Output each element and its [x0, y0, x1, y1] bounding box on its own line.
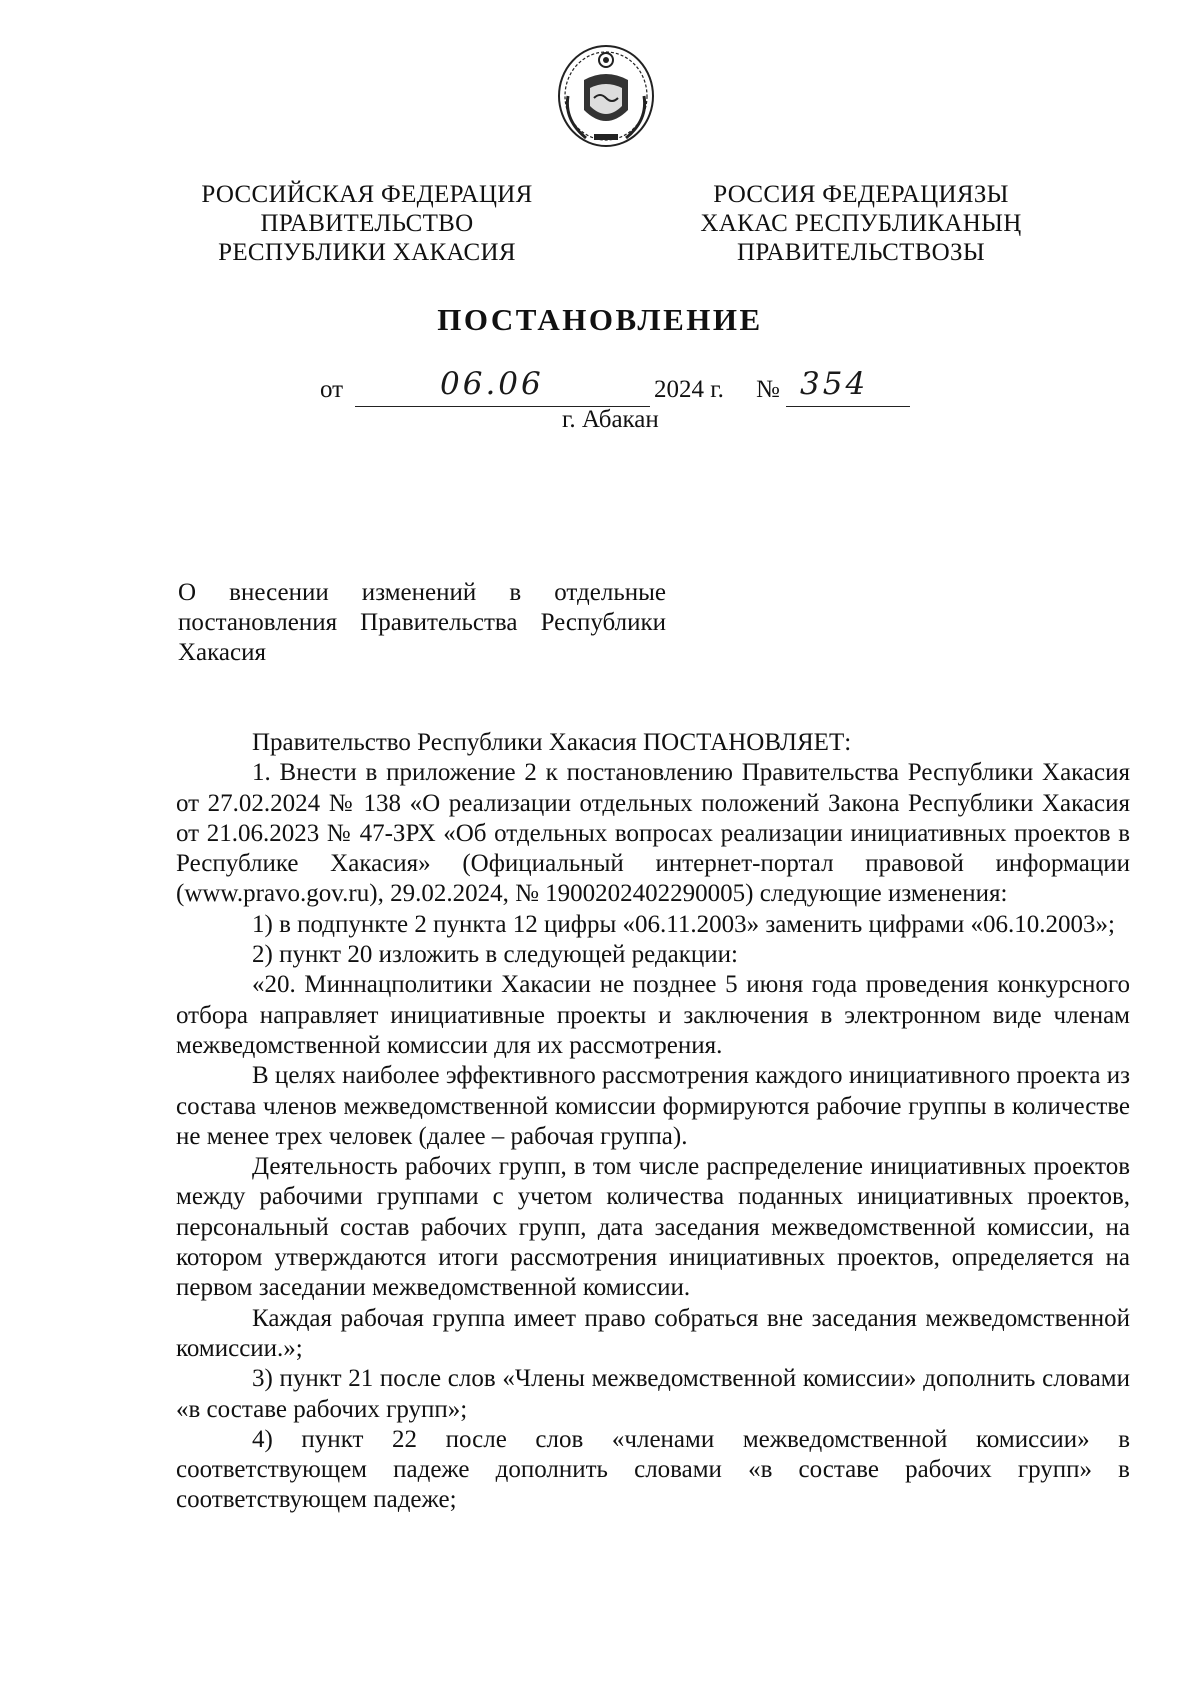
body-paragraph-5: «20. Миннацполитики Хакасии не позднее 5 июня года проведения конкурсного отбора направляет инициативные проекты и заключения в электронном виде членам межведомственной комиссии для их рассмотрения. [176, 971, 1130, 1059]
header-left-line-2: ПРАВИТЕЛЬСТВО [260, 210, 474, 237]
header-left-line-3: РЕСПУБЛИКИ ХАКАСИЯ [218, 239, 516, 266]
number-sign: № [756, 376, 780, 403]
city-label: г. Абакан [562, 406, 659, 433]
body-paragraph-2: 1. Внести в приложение 2 к постановлению Правительства Республики Хакасия от 27.02.2024 № 138 «О реализации отдельных положений Закона Республики Хакасия от 21.06.2023 № 47-ЗРХ «Об отдельных вопросах реализации инициативных проектов в Республике Хакасия» (Официальный интернет-портал правовой информации (www.pravo.gov.ru), 29.02.2024, № 1900202402290005) следующие изменения: [176, 759, 1130, 908]
header-left-line-1: РОССИЙСКАЯ ФЕДЕРАЦИЯ [201, 181, 533, 208]
body-paragraph-4: 2) пункт 20 изложить в следующей редакции: [252, 941, 738, 969]
coat-of-arms-emblem-icon [554, 40, 658, 150]
date-prefix: от [320, 376, 344, 403]
body-paragraph-7: Деятельность рабочих групп, в том числе распределение инициативных проектов между рабочими группами с учетом количества поданных инициативных проектов, персональный состав рабочих групп, дата заседания межведомственной комиссии, на котором утверждаются итоги рассмотрения инициативных проектов, определяется на первом заседании межведомственной комиссии. [176, 1153, 1130, 1302]
subject-heading: О внесении изменений в отдельные постановления Правительства Республики Хакасия [178, 579, 666, 666]
body-paragraph-9: 3) пункт 21 после слов «Члены межведомственной комиссии» дополнить словами «в составе рабочих групп»; [176, 1365, 1130, 1423]
document-title: ПОСТАНОВЛЕНИЕ [437, 302, 763, 337]
document-body [176, 728, 1130, 1516]
body-paragraph-10: 4) пункт 22 после слов «членами межведомственной комиссии» в соответствующем падеже дополнить словами «в составе рабочих групп» в соответствующем падеже; [176, 1425, 1130, 1514]
body-paragraph-8: Каждая рабочая группа имеет право собраться вне заседания межведомственной комиссии.»; [176, 1304, 1130, 1362]
handwritten-date: 06.06 [440, 366, 544, 402]
header-right [646, 180, 1076, 267]
handwritten-number: 354 [800, 366, 869, 402]
body-paragraph-6: В целях наиболее эффективного рассмотрения каждого инициативного проекта из состава членов межведомственной комиссии формируются рабочие группы в количестве не менее трех человек (далее – рабочая группа). [176, 1062, 1130, 1150]
header-right-line-3: ПРАВИТЕЛЬСТВОЗЫ [737, 239, 985, 266]
date-line [0, 366, 1200, 410]
header-right-line-1: РОССИЯ ФЕДЕРАЦИЯЗЫ [713, 181, 1009, 208]
year-label: 2024 г. [654, 376, 724, 403]
header-left [152, 180, 582, 267]
body-paragraph-1: Правительство Республики Хакасия ПОСТАНОВЛЯЕТ: [252, 729, 852, 756]
body-paragraph-3: 1) в подпункте 2 пункта 12 цифры «06.11.2003» заменить цифрами «06.10.2003»; [252, 910, 1116, 938]
header-right-line-2: ХАКАС РЕСПУБЛИКАНЫҢ [700, 210, 1022, 237]
